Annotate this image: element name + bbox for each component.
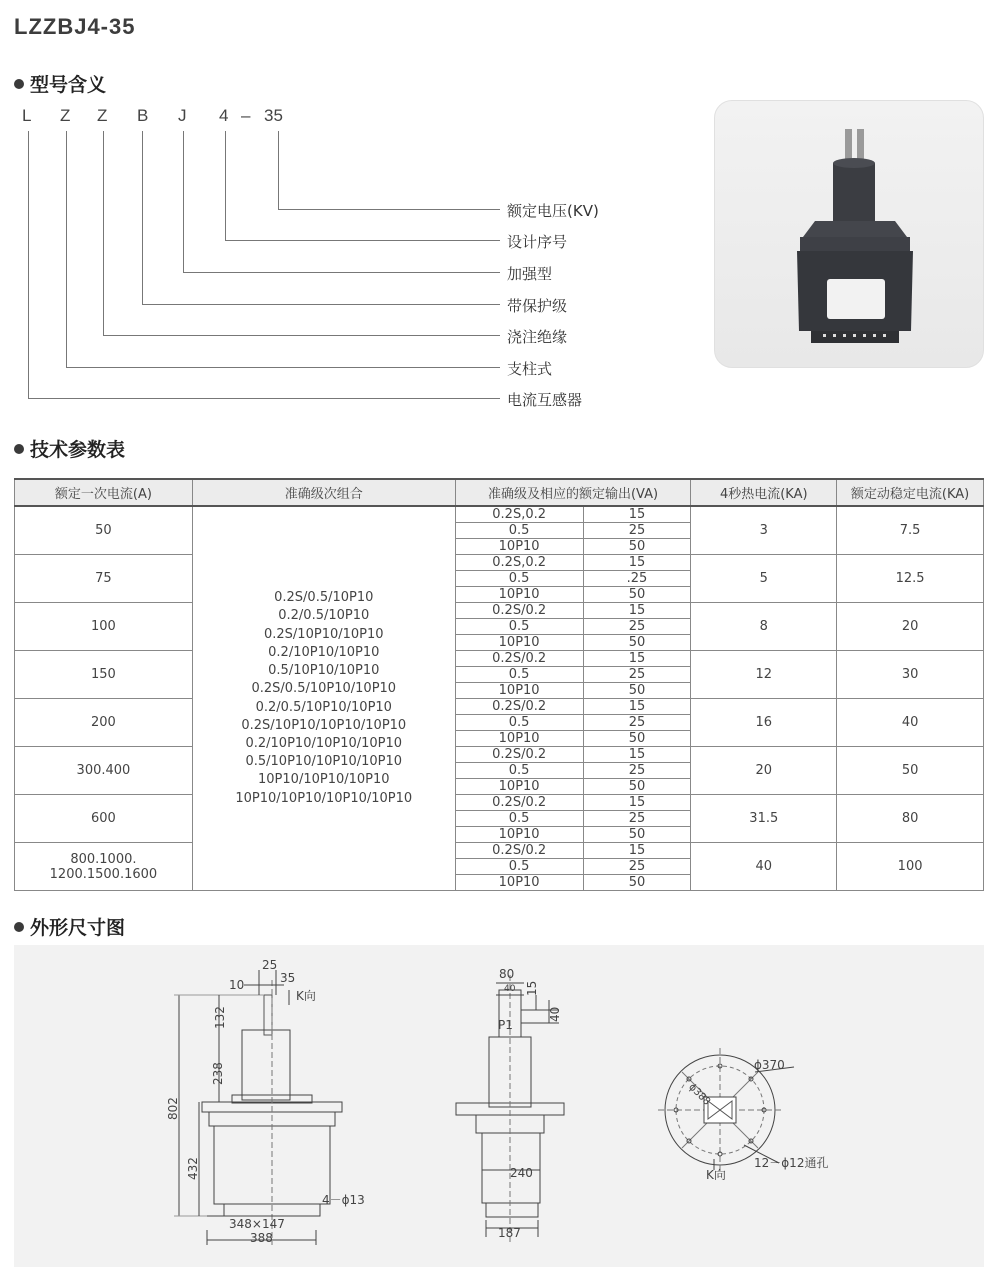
- cell-dynamic: 40: [837, 699, 984, 747]
- cell-current: [15, 603, 193, 651]
- combination-item: 0.2S/0.5/10P10: [274, 590, 374, 606]
- model-code-letter: –: [241, 106, 251, 125]
- model-code-leader-line: [278, 131, 500, 210]
- dim-80: 80: [499, 967, 515, 981]
- model-code-meaning: 设计序号: [507, 233, 568, 251]
- page-title: LZZBJ4-35: [14, 14, 136, 39]
- cell-output-va: 25: [583, 763, 691, 779]
- model-code-meaning: 带保护级: [507, 297, 568, 315]
- cell-accuracy-class: 0.5: [455, 859, 583, 875]
- table-row: [15, 603, 984, 619]
- cell-dynamic: 20: [837, 603, 984, 651]
- cell-current-text: 75: [95, 571, 112, 586]
- cell-output-va: 15: [583, 603, 691, 619]
- cell-accuracy-class: 10P10: [455, 875, 583, 891]
- cell-accuracy-class: 0.5: [455, 667, 583, 683]
- model-code-meaning: 电流互感器: [507, 391, 583, 409]
- header-combo: 准确级次组合: [192, 479, 455, 506]
- dimension-drawing: [14, 945, 984, 1267]
- section-title: 技术参数表: [30, 439, 126, 461]
- cell-accuracy-class: 0.2S/0.2: [455, 747, 583, 763]
- dimension-drawing-panel: [14, 945, 984, 1267]
- cell-output-va: 15: [583, 795, 691, 811]
- cell-current: [15, 699, 193, 747]
- bullet-icon: [14, 922, 24, 932]
- table-row: [15, 795, 984, 811]
- header-current: 额定一次电流(A): [15, 479, 193, 506]
- cell-accuracy-class: 10P10: [455, 731, 583, 747]
- cell-thermal: 12: [691, 651, 837, 699]
- cell-accuracy-class: 10P10: [455, 683, 583, 699]
- cell-current-text: 300.400: [76, 763, 131, 778]
- cell-current-text: 50: [95, 523, 112, 538]
- cell-accuracy-class: 0.2S/0.2: [455, 651, 583, 667]
- cell-current-text: 600: [91, 811, 116, 826]
- section-title: 型号含义: [30, 74, 107, 96]
- cell-accuracy-class: 0.2S/0.2: [455, 795, 583, 811]
- dim-p1: P1: [498, 1018, 513, 1032]
- model-code-meaning: 额定电压(KV): [507, 202, 599, 220]
- cell-dynamic: 80: [837, 795, 984, 843]
- cell-thermal: 31.5: [691, 795, 837, 843]
- cell-output-va: 50: [583, 875, 691, 891]
- dim-432: 432: [186, 1157, 200, 1180]
- dim-15: 15: [525, 980, 539, 996]
- table-header-row: [15, 479, 984, 506]
- table-row: [15, 651, 984, 667]
- cell-current: [15, 555, 193, 603]
- dim-132: 132: [213, 1006, 227, 1029]
- combination-item: 0.2/0.5/10P10/10P10: [255, 699, 392, 715]
- combination-item: 0.5/10P10/10P10/10P10: [245, 754, 403, 770]
- table-row: [15, 747, 984, 763]
- table-row: [15, 699, 984, 715]
- section-heading-params: [14, 435, 125, 462]
- cell-accuracy-class: 10P10: [455, 779, 583, 795]
- bullet-icon: [14, 79, 24, 89]
- cell-accuracy-class: 0.2S/0.2: [455, 603, 583, 619]
- cell-output-va: 15: [583, 843, 691, 859]
- cell-output-va: .25: [583, 571, 691, 587]
- section-heading-dims: [14, 913, 125, 940]
- cell-current: [15, 843, 193, 891]
- cell-output-va: 15: [583, 747, 691, 763]
- dim-388-top: ϕ388: [686, 1081, 713, 1108]
- cell-current-text: 200: [91, 715, 116, 730]
- model-code-meaning: 浇注绝缘: [507, 328, 568, 346]
- dim-802: 802: [166, 1097, 180, 1120]
- model-code-letter: B: [137, 106, 149, 125]
- model-code-letter: Z: [60, 106, 71, 125]
- model-code-letter: 4: [219, 106, 229, 125]
- model-code-letter: 35: [264, 106, 283, 125]
- cell-thermal: 20: [691, 747, 837, 795]
- dim-187: 187: [498, 1226, 521, 1240]
- dim-348x147: 348×147: [229, 1217, 285, 1231]
- cell-current: [15, 795, 193, 843]
- cell-thermal: 8: [691, 603, 837, 651]
- cell-accuracy-class: 10P10: [455, 587, 583, 603]
- cell-current-text: 800.1000.: [70, 851, 137, 867]
- dim-k-direction: K向: [296, 989, 316, 1003]
- combination-item: 10P10/10P10/10P10/10P10: [235, 790, 413, 806]
- top-view: [658, 1048, 828, 1182]
- dim-240: 240: [510, 1166, 533, 1180]
- cell-accuracy-class: 10P10: [455, 635, 583, 651]
- cell-output-va: 50: [583, 539, 691, 555]
- cell-accuracy-class: 0.2S/0.2: [455, 699, 583, 715]
- model-code-meaning: 支柱式: [507, 360, 553, 378]
- front-view: [166, 958, 365, 1245]
- cell-output-va: 25: [583, 715, 691, 731]
- cell-accuracy-class: 0.5: [455, 715, 583, 731]
- cell-accuracy-class: 0.2S/0.2: [455, 843, 583, 859]
- cell-accuracy-class: 0.5: [455, 523, 583, 539]
- cell-output-va: 50: [583, 731, 691, 747]
- dim-35: 35: [280, 971, 296, 985]
- cell-current-text: 1200.1500.1600: [49, 866, 158, 882]
- cell-dynamic: 30: [837, 651, 984, 699]
- cell-thermal: 3: [691, 506, 837, 555]
- cell-output-va: 50: [583, 635, 691, 651]
- cell-accuracy-class: 0.5: [455, 763, 583, 779]
- header-thermal: 4秒热电流(KA): [691, 479, 837, 506]
- cell-output-va: 50: [583, 827, 691, 843]
- cell-accuracy-class: 10P10: [455, 827, 583, 843]
- cell-accuracy-class: 0.5: [455, 811, 583, 827]
- header-output: 准确级及相应的额定输出(VA): [455, 479, 691, 506]
- transformer-image: [715, 101, 985, 369]
- spec-table: [14, 478, 984, 891]
- combination-item: 0.2/0.5/10P10: [278, 608, 370, 624]
- cell-accuracy-class: 0.2S,0.2: [455, 506, 583, 523]
- cell-output-va: 15: [583, 651, 691, 667]
- dim-40a: 40: [504, 984, 516, 994]
- combination-item: 0.2S/10P10/10P10/10P10: [241, 717, 407, 733]
- table-row: [15, 843, 984, 859]
- product-photo: [714, 100, 984, 368]
- section-heading-model: [14, 70, 106, 97]
- table-row: [15, 555, 984, 571]
- side-view: [456, 967, 564, 1245]
- cell-current: [15, 506, 193, 555]
- combination-item: 0.2/10P10/10P10/10P10: [245, 735, 403, 751]
- cell-output-va: 25: [583, 667, 691, 683]
- dim-40b: 40: [548, 1006, 562, 1022]
- cell-dynamic: 50: [837, 747, 984, 795]
- dim-388: 388: [250, 1231, 273, 1245]
- cell-combinations: [192, 506, 455, 891]
- dim-holes: 4－ϕ13: [322, 1193, 365, 1207]
- cell-current-text: 150: [91, 667, 116, 682]
- bullet-icon: [14, 444, 24, 454]
- combination-item: 0.5/10P10/10P10: [268, 663, 380, 679]
- header-dynamic: 额定动稳定电流(KA): [837, 479, 984, 506]
- model-code-meaning: 加强型: [507, 265, 553, 283]
- cell-accuracy-class: 10P10: [455, 539, 583, 555]
- dim-10: 10: [229, 978, 245, 992]
- combination-item: 0.2S/0.5/10P10/10P10: [251, 681, 397, 697]
- cell-output-va: 50: [583, 779, 691, 795]
- cell-dynamic: 100: [837, 843, 984, 891]
- dim-holes-top: 12－ϕ12通孔: [754, 1156, 829, 1170]
- dim-370: ϕ370: [754, 1058, 785, 1072]
- cell-thermal: 40: [691, 843, 837, 891]
- cell-output-va: 15: [583, 506, 691, 523]
- cell-dynamic: 12.5: [837, 555, 984, 603]
- cell-accuracy-class: 0.5: [455, 619, 583, 635]
- cell-output-va: 25: [583, 523, 691, 539]
- cell-current: [15, 651, 193, 699]
- cell-output-va: 25: [583, 859, 691, 875]
- cell-accuracy-class: 0.5: [455, 571, 583, 587]
- dim-k-direction-top: K向: [706, 1168, 726, 1182]
- combination-item: 0.2/10P10/10P10: [268, 644, 380, 660]
- cell-output-va: 15: [583, 699, 691, 715]
- cell-current: [15, 747, 193, 795]
- dim-25: 25: [262, 958, 278, 972]
- dim-238: 238: [211, 1062, 225, 1085]
- cell-accuracy-class: 0.2S,0.2: [455, 555, 583, 571]
- cell-thermal: 16: [691, 699, 837, 747]
- cell-output-va: 15: [583, 555, 691, 571]
- cell-output-va: 25: [583, 619, 691, 635]
- cell-thermal: 5: [691, 555, 837, 603]
- cell-output-va: 50: [583, 683, 691, 699]
- combination-item: 10P10/10P10/10P10: [258, 772, 390, 788]
- cell-output-va: 50: [583, 587, 691, 603]
- combination-item: 0.2S/10P10/10P10: [264, 626, 384, 642]
- cell-dynamic: 7.5: [837, 506, 984, 555]
- model-code-letter: J: [178, 106, 187, 125]
- table-row: [15, 506, 984, 523]
- cell-current-text: 100: [91, 619, 116, 634]
- cell-output-va: 25: [583, 811, 691, 827]
- model-code-letter: L: [22, 106, 32, 125]
- model-code-letter: Z: [97, 106, 108, 125]
- section-title: 外形尺寸图: [30, 917, 126, 939]
